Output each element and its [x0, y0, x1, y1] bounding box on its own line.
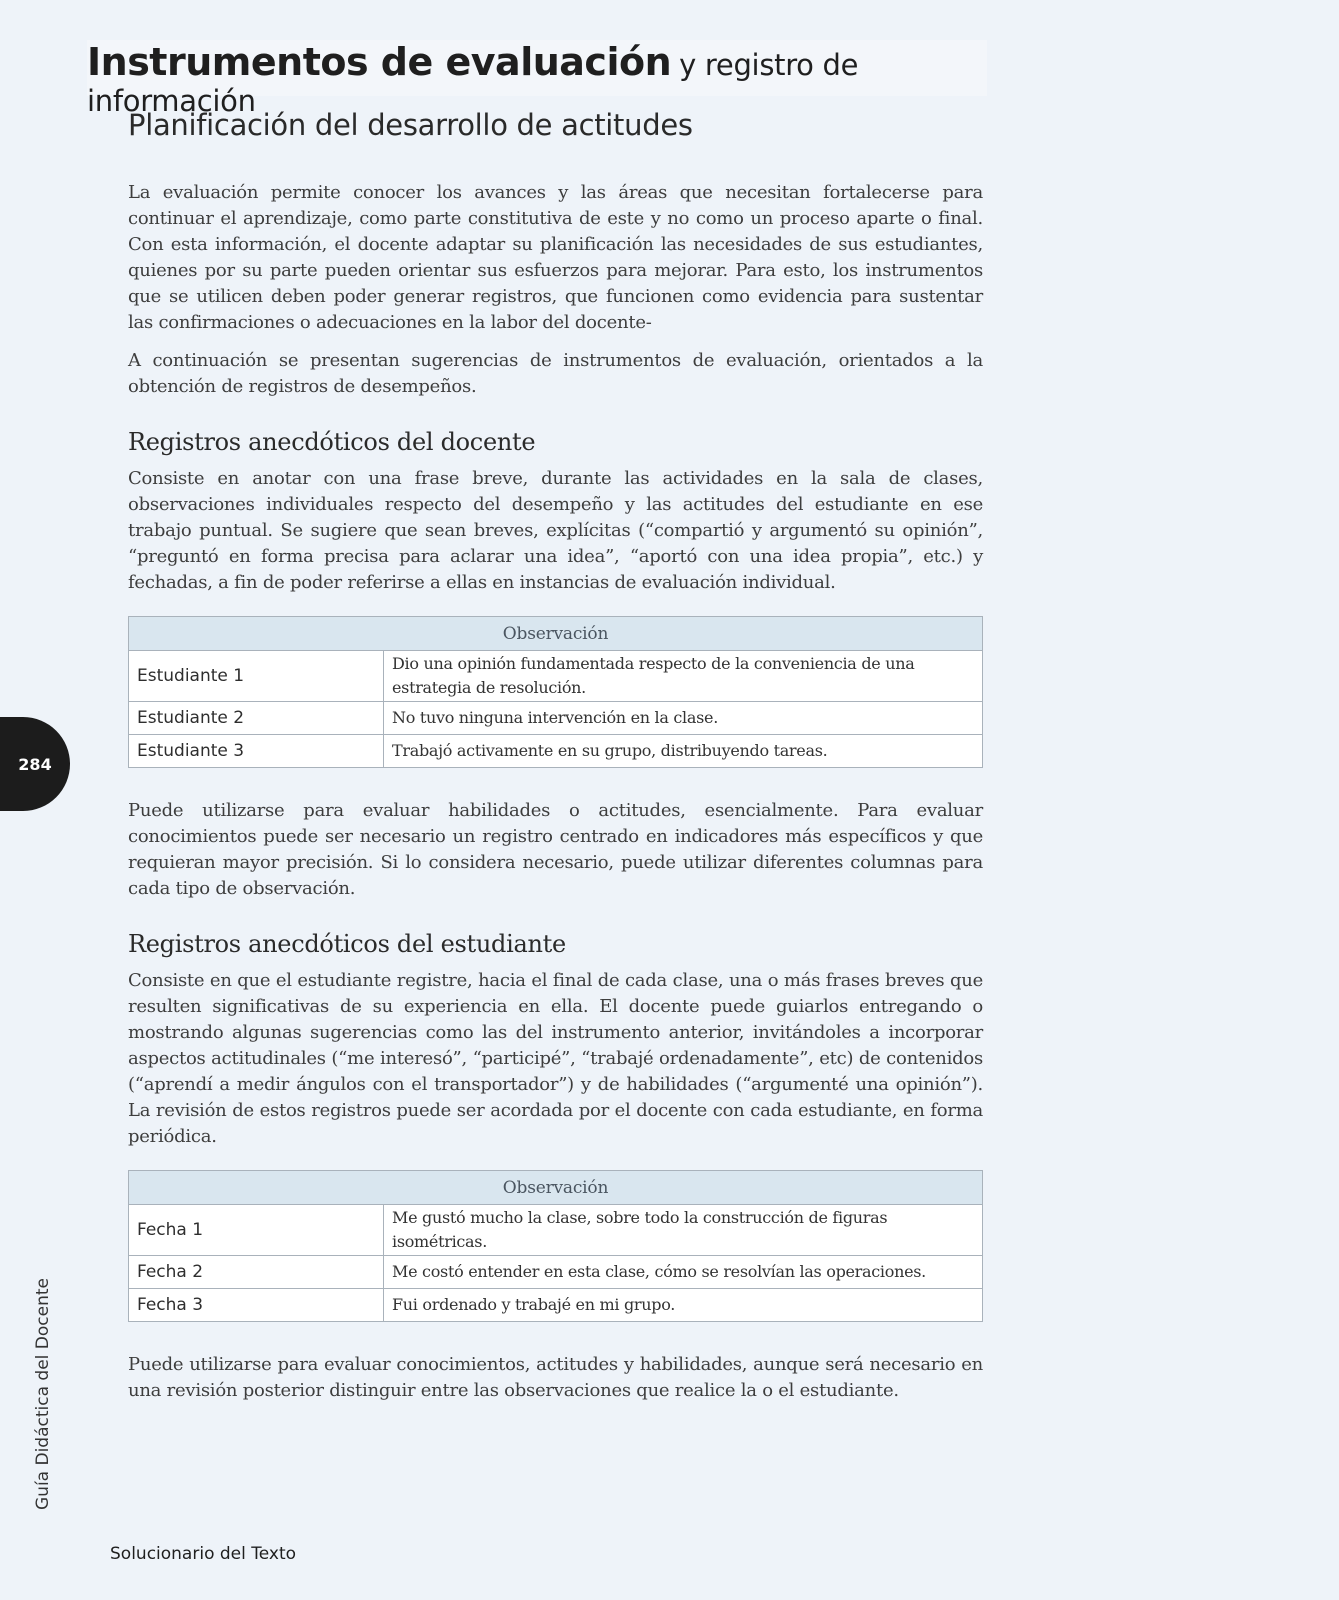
observation-table-docente [128, 616, 983, 768]
table-row [129, 651, 983, 702]
row-value: Dio una opinión fundamentada respecto de la conveniencia de una estrategia de resolución. [384, 651, 983, 702]
row-value: Me gustó mucho la clase, sobre todo la construcción de figuras isométricas. [384, 1205, 983, 1256]
row-value: Trabajó activamente en su grupo, distribuyendo tareas. [384, 735, 983, 768]
row-label: Fecha 2 [129, 1256, 384, 1289]
row-label: Estudiante 3 [129, 735, 384, 768]
row-label: Fecha 3 [129, 1289, 384, 1322]
side-label-container [31, 1278, 55, 1510]
table-header: Observación [129, 617, 983, 651]
main-content [128, 180, 983, 1416]
row-value: Fui ordenado y trabajé en mi grupo. [384, 1289, 983, 1322]
section-heading-estudiante: Registros anecdóticos del estudiante [128, 930, 566, 958]
row-label: Estudiante 2 [129, 702, 384, 735]
row-label: Fecha 1 [129, 1205, 384, 1256]
header-title-sub: y registro de información [87, 48, 859, 118]
observation-table-estudiante [128, 1170, 983, 1322]
table-row [129, 1205, 983, 1256]
row-label: Estudiante 1 [129, 651, 384, 702]
row-value: No tuvo ninguna intervención en la clase. [384, 702, 983, 735]
table-row [129, 735, 983, 768]
side-label: Guía Didáctica del Docente [33, 1278, 53, 1510]
section1-paragraph-1: Consiste en anotar con una frase breve, durante las actividades en la sala de clases, observaciones individuales respecto del desempeño y las actitudes del estudiante en ese trabajo puntual. Se sugiere que sean breves, explícitas (“compartió y argumentó su opinión”, “preguntó en forma precisa para aclarar una idea”, “aportó con una idea propia”, etc.) y fechadas, a fin de poder referirse a ellas en instancias de evaluación individual. [128, 468, 983, 593]
page-subtitle: Planificación del desarrollo de actitudes [128, 108, 693, 142]
table-row [129, 702, 983, 735]
page-number: 284 [18, 754, 52, 774]
row-value: Me costó entender en esta clase, cómo se resolvían las operaciones. [384, 1256, 983, 1289]
intro-paragraph-1: La evaluación permite conocer los avances y las áreas que necesitan fortalecerse para continuar el aprendizaje, como parte constitutiva de este y no como un proceso aparte o final. Con esta información, el docente adaptar su planificación las necesidades de sus estudiantes, quienes por su parte pueden orientar sus esfuerzos para mejorar. Para esto, los instrumentos que se utilicen deben poder generar registros, que funcionen como evidencia para sustentar las confirmaciones o adecuaciones en la labor del docente- [128, 182, 983, 333]
section2-paragraph-1: Consiste en que el estudiante registre, hacia el final de cada clase, una o más frases breves que resulten significativas de su experiencia en ella. El docente puede guiarlos entregando o mostrando algunas sugerencias como las del instrumento anterior, invitándoles a incorporar aspectos actitudinales (“me interesó”, “participé”, “trabajé ordenadamente”, etc) de contenidos (“aprendí a medir ángulos con el transportador”) y de habilidades (“argumenté una opinión”). La revisión de estos registros puede ser acordada por el docente con cada estudiante, en forma periódica. [128, 970, 983, 1147]
section2-paragraph-2: Puede utilizarse para evaluar conocimientos, actitudes y habilidades, aunque será necesario en una revisión posterior distinguir entre las observaciones que realice la o el estudiante. [128, 1354, 983, 1401]
table-header: Observación [129, 1171, 983, 1205]
footer-label: Solucionario del Texto [110, 1544, 297, 1564]
page-header [87, 40, 987, 118]
section1-paragraph-2: Puede utilizarse para evaluar habilidades o actitudes, esencialmente. Para evaluar conocimientos puede ser necesario un registro centrado en indicadores más específicos y que requieran mayor precisión. Si lo considera necesario, puede utilizar diferentes columnas para cada tipo de observación. [128, 800, 983, 899]
page-number-tab [0, 717, 70, 811]
intro-paragraph-2: A continuación se presentan sugerencias de instrumentos de evaluación, orientados a la obtención de registros de desempeños. [128, 350, 983, 397]
table-row [129, 1256, 983, 1289]
header-title-main: Instrumentos de evaluación [87, 40, 672, 84]
section-heading-docente: Registros anecdóticos del docente [128, 428, 536, 456]
table-row [129, 1289, 983, 1322]
